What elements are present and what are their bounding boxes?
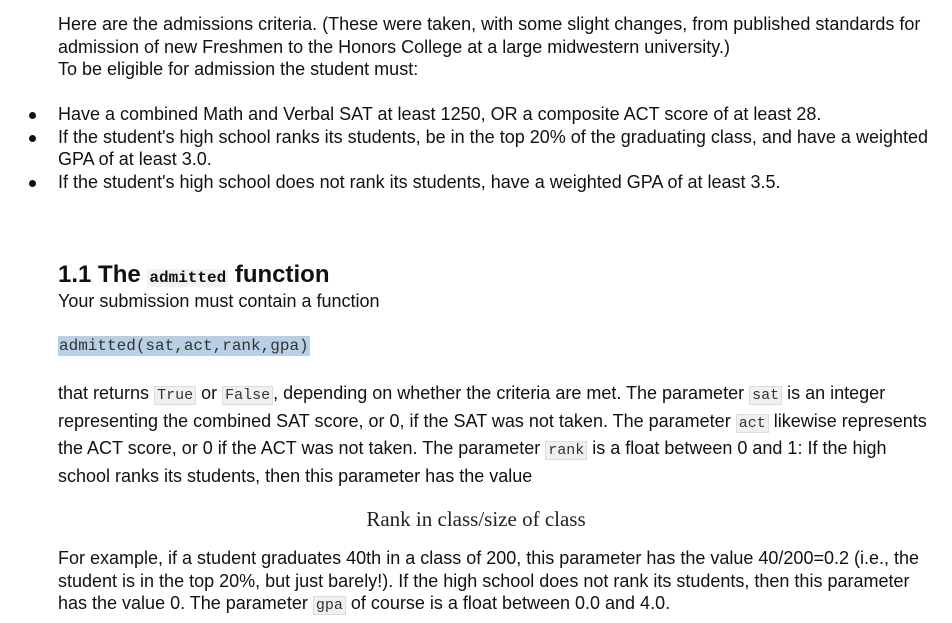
section-code: admitted (149, 269, 227, 287)
rank-formula: Rank in class/size of class (366, 507, 586, 531)
section-word: function (234, 261, 330, 288)
criteria-list (0, 103, 940, 193)
inline-code: rank (545, 441, 587, 460)
section-heading (58, 260, 330, 293)
list-item: If the student's high school does not rank its students, have a weighted GPA of at least 3.5. (0, 171, 940, 194)
intro-paragraph (58, 13, 938, 81)
body-text: , depending on whether the criteria are met. The parameter (273, 383, 745, 403)
body-text: For example, if a student graduates 40th in a class of 200, this parameter has the value 40/200=0.2 (i.e., the student is in the top 20%, but just barely!). If the high school does not rank its students, then this parameter has the value 0. The parameter (58, 548, 920, 613)
function-signature-block (58, 337, 310, 355)
body-text: or (201, 383, 218, 403)
inline-code: act (736, 414, 769, 433)
body-text: likewise represents the ACT score, or 0 if the ACT was not taken. The parameter (58, 410, 927, 458)
inline-code: False (222, 386, 273, 405)
body-text: is a float between 0 and 1: If the high school ranks its students, then this parameter has the value (58, 438, 887, 486)
intro-eligibility-text: To be eligible for admission the student must: (58, 59, 419, 79)
list-item: Have a combined Math and Verbal SAT at least 1250, OR a composite ACT score of at least 28. (0, 103, 940, 126)
inline-code: sat (749, 386, 782, 405)
body-text: is an integer representing the combined SAT score, or 0, if the SAT was not taken. The parameter (58, 383, 886, 431)
body-text: that returns (58, 383, 150, 403)
body-text: of course is a float between 0.0 and 4.0. (350, 593, 671, 613)
intro-text: Here are the admissions criteria. (These were taken, with some slight changes, from published standards for admission of new Freshmen to the Honors College at a large midwestern university.) (58, 14, 921, 57)
function-signature: admitted(sat,act,rank,gpa) (59, 337, 309, 355)
inline-code: gpa (313, 596, 346, 615)
example-paragraph (58, 547, 938, 618)
description-paragraph (58, 381, 938, 488)
inline-code: True (154, 386, 196, 405)
section-subtitle: Your submission must contain a function (58, 291, 380, 311)
list-item: If the student's high school ranks its students, be in the top 20% of the graduating class, and have a weighted GPA of at least 3.0. (0, 126, 940, 171)
section-number: 1.1 The (58, 261, 141, 288)
